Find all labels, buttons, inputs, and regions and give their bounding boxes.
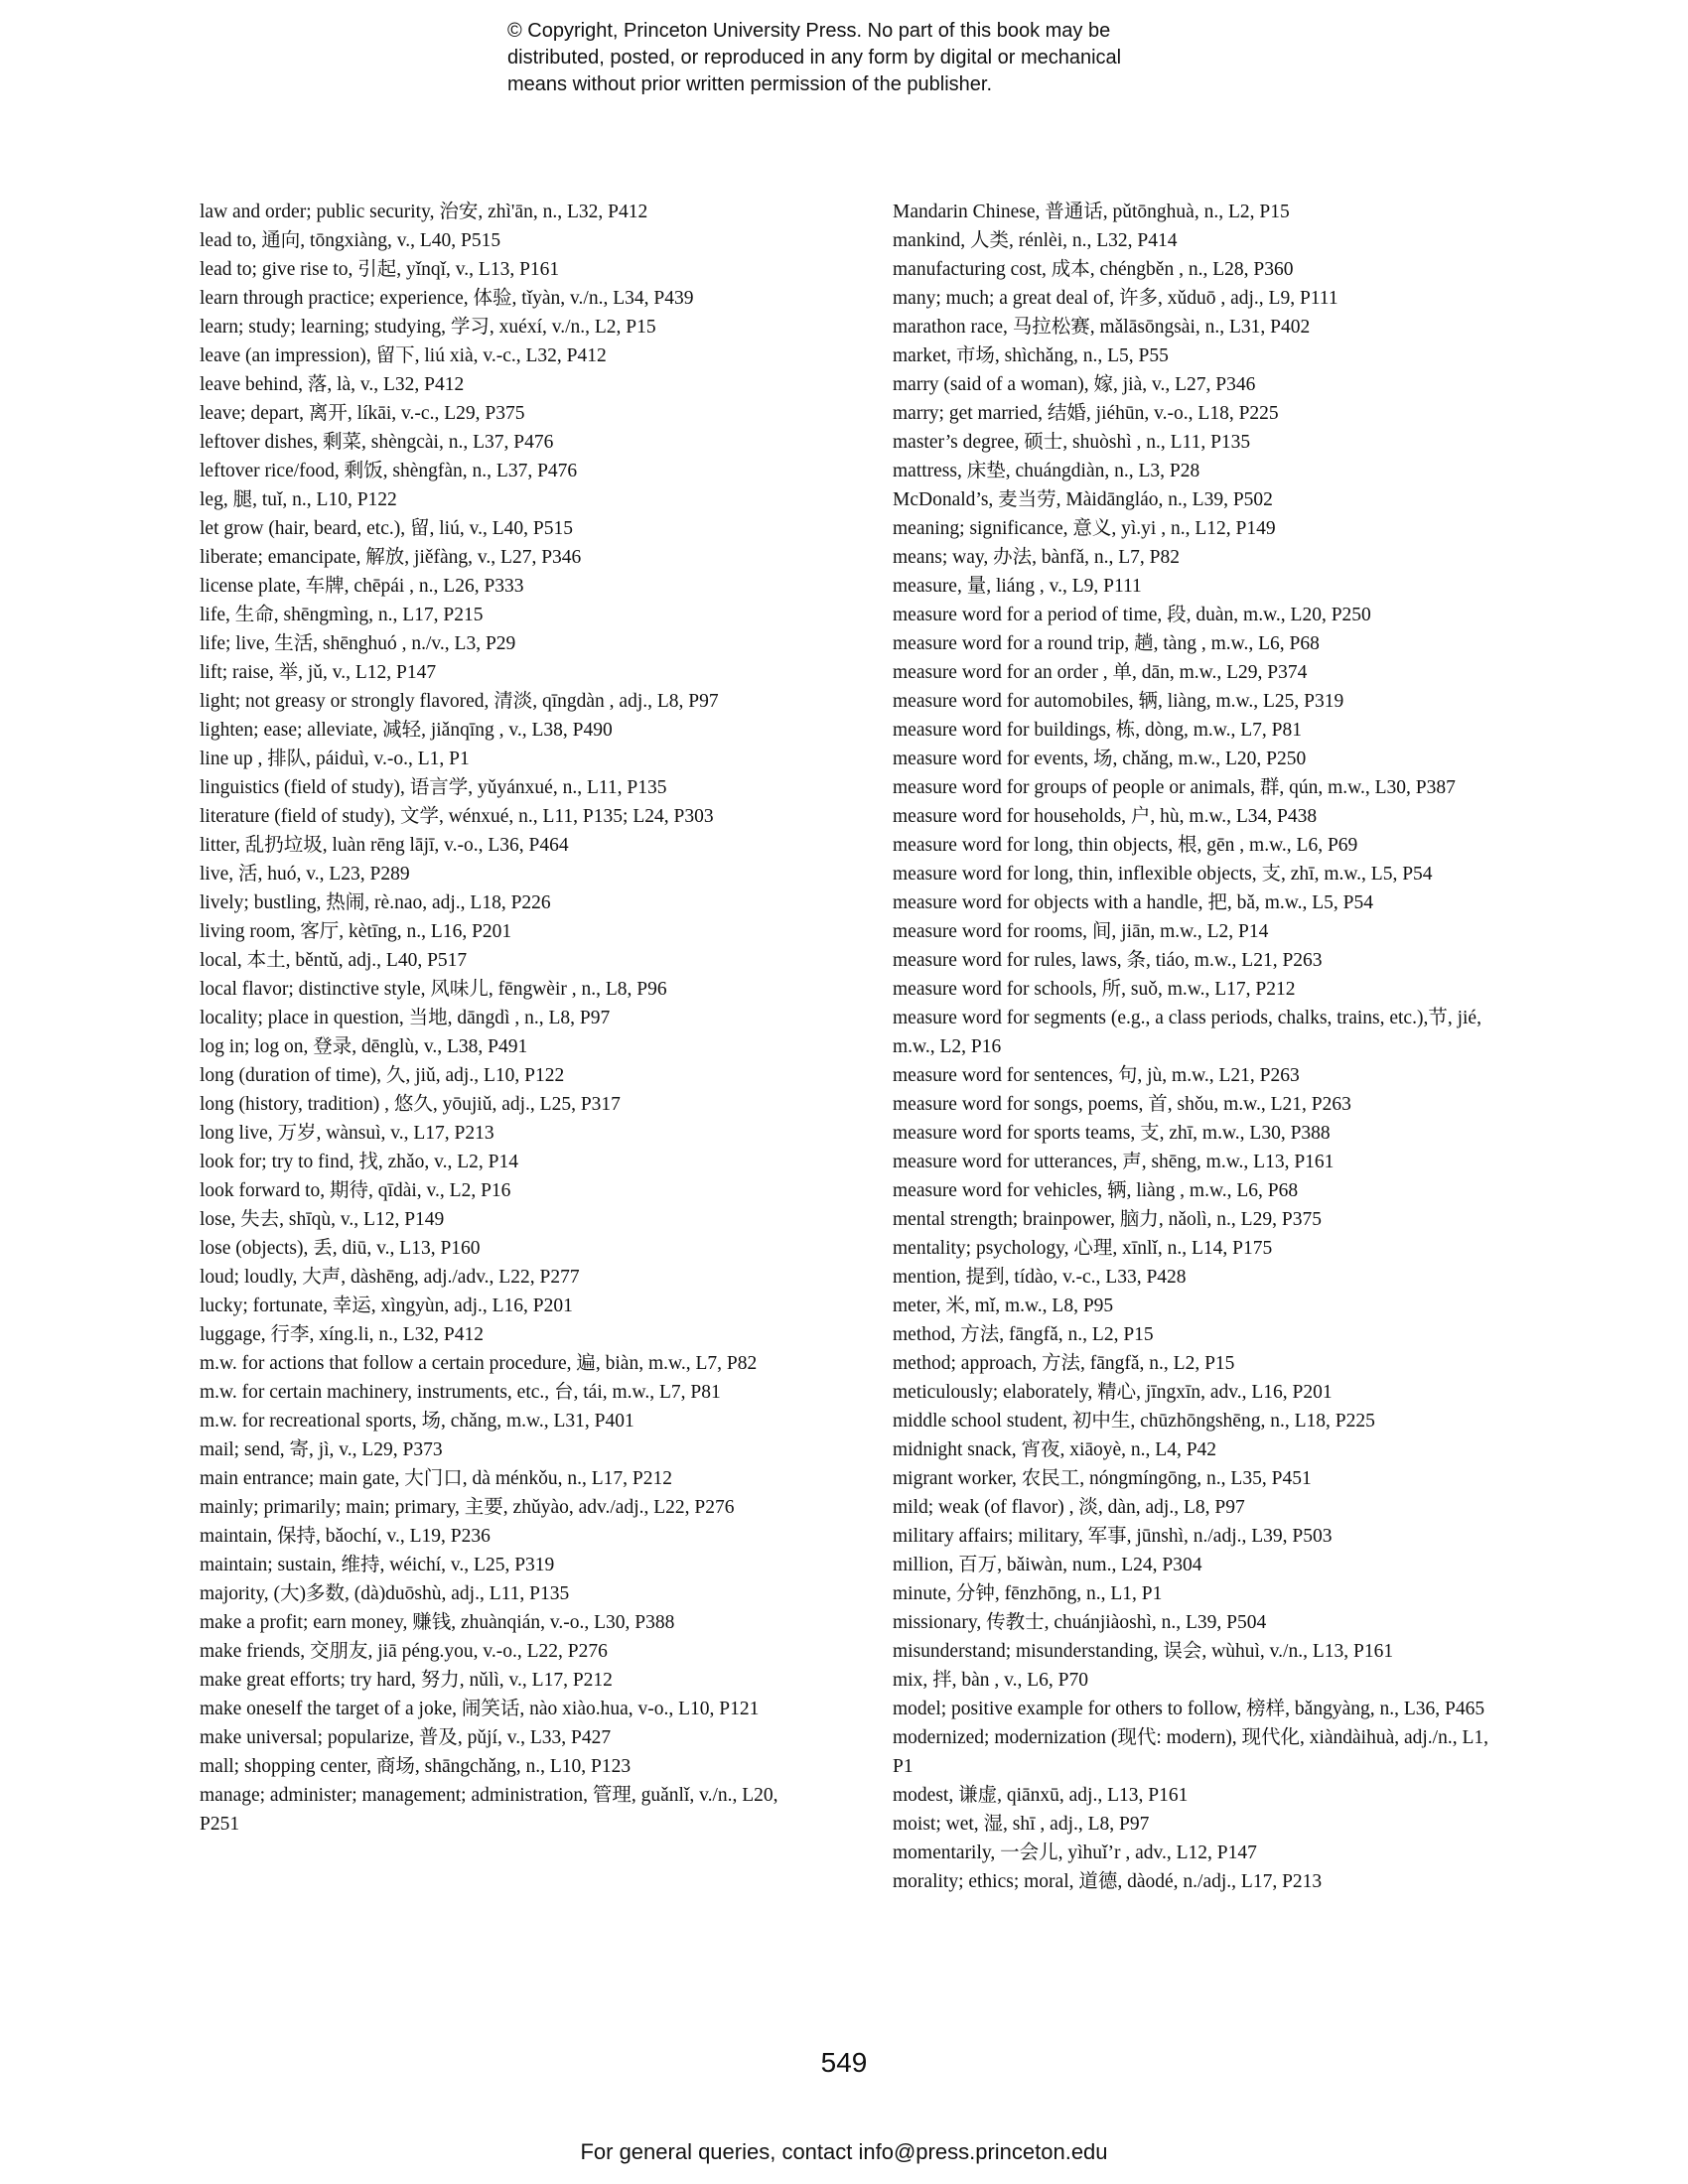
glossary-entry: marry (said of a woman), 嫁, jià, v., L27, P346: [893, 374, 1256, 395]
glossary-entry: measure word for vehicles, 辆, liàng , m.w., L6, P68: [893, 1180, 1299, 1201]
glossary-entry: measure word for long, thin, inflexible objects, 支, zhī, m.w., L5, P54: [893, 864, 1433, 885]
glossary-entry: lead to; give rise to, 引起, yǐnqǐ, v., L13, P161: [200, 259, 560, 280]
glossary-entry: lighten; ease; alleviate, 减轻, jiǎnqīng , v., L38, P490: [200, 720, 613, 741]
glossary-entry: make friends, 交朋友, jiā péng.you, v.-o., L22, P276: [200, 1641, 608, 1662]
glossary-entry: live, 活, huó, v., L23, P289: [200, 864, 410, 885]
glossary-entry: luggage, 行李, xíng.li, n., L32, P412: [200, 1324, 484, 1345]
glossary-entry: measure word for buildings, 栋, dòng, m.w., L7, P81: [893, 720, 1302, 741]
glossary-entry: market, 市场, shìchǎng, n., L5, P55: [893, 345, 1169, 366]
glossary-entry: measure word for groups of people or animals, 群, qún, m.w., L30, P387: [893, 777, 1456, 798]
glossary-entry: local, 本土, běntǔ, adj., L40, P517: [200, 950, 468, 971]
glossary-entry: missionary, 传教士, chuánjiàoshì, n., L39, P504: [893, 1612, 1267, 1633]
glossary-left-column: [200, 198, 785, 1839]
glossary-entry: morality; ethics; moral, 道德, dàodé, n./adj., L17, P213: [893, 1871, 1323, 1892]
glossary-entry: master’s degree, 硕士, shuòshì , n., L11, P135: [893, 432, 1251, 453]
glossary-entry: mix, 拌, bàn , v., L6, P70: [893, 1670, 1088, 1691]
glossary-entry: measure, 量, liáng , v., L9, P111: [893, 576, 1142, 597]
glossary-entry: learn through practice; experience, 体验, tǐyàn, v./n., L34, P439: [200, 288, 694, 309]
glossary-entry: maintain; sustain, 维持, wéichí, v., L25, P319: [200, 1555, 555, 1575]
glossary-entry: modest, 谦虚, qiānxū, adj., L13, P161: [893, 1785, 1189, 1806]
glossary-entry: measure word for automobiles, 辆, liàng, m.w., L25, P319: [893, 691, 1344, 712]
glossary-entry: marry; get married, 结婚, jiéhūn, v.-o., L18, P225: [893, 403, 1279, 424]
glossary-entry: measure word for rooms, 间, jiān, m.w., L2, P14: [893, 921, 1269, 942]
glossary-entry: leftover rice/food, 剩饭, shèngfàn, n., L37, P476: [200, 461, 578, 481]
glossary-entry: life, 生命, shēngmìng, n., L17, P215: [200, 605, 484, 625]
glossary-entry: Mandarin Chinese, 普通话, pǔtōnghuà, n., L2, P15: [893, 202, 1290, 222]
copyright-line: © Copyright, Princeton University Press. No part of this book may be: [507, 20, 1111, 42]
glossary-entry: linguistics (field of study), 语言学, yǔyánxué, n., L11, P135: [200, 777, 667, 798]
glossary-entry: mainly; primarily; main; primary, 主要, zhǔyào, adv./adj., L22, P276: [200, 1497, 735, 1518]
glossary-entry: make a profit; earn money, 赚钱, zhuànqián, v.-o., L30, P388: [200, 1612, 675, 1633]
copyright-notice: [507, 18, 1262, 98]
glossary-entry: license plate, 车牌, chēpái , n., L26, P333: [200, 576, 524, 597]
glossary-entry: leg, 腿, tuǐ, n., L10, P122: [200, 489, 397, 510]
glossary-entry: measure word for an order , 单, dān, m.w., L29, P374: [893, 662, 1308, 683]
glossary-entry: lift; raise, 举, jǔ, v., L12, P147: [200, 662, 437, 683]
footer-contact: For general queries, contact info@press.princeton.edu: [580, 2139, 1108, 2164]
glossary-entry: meticulously; elaborately, 精心, jīngxīn, adv., L16, P201: [893, 1382, 1333, 1403]
glossary-entry: long (duration of time), 久, jiǔ, adj., L10, P122: [200, 1065, 565, 1086]
glossary-entry: learn; study; learning; studying, 学习, xuéxí, v./n., L2, P15: [200, 317, 656, 338]
glossary-entry: line up , 排队, páiduì, v.-o., L1, P1: [200, 749, 470, 769]
glossary-entry: mild; weak (of flavor) , 淡, dàn, adj., L8, P97: [893, 1497, 1245, 1518]
glossary-entry: many; much; a great deal of, 许多, xǔduō , adj., L9, P111: [893, 288, 1338, 309]
glossary-entry: m.w. for actions that follow a certain procedure, 遍, biàn, m.w., L7, P82: [200, 1353, 758, 1374]
glossary-entry: measure word for a round trip, 趟, tàng , m.w., L6, P68: [893, 633, 1320, 654]
glossary-entry: measure word for objects with a handle, 把, bǎ, m.w., L5, P54: [893, 892, 1373, 913]
glossary-entry: measure word for households, 户, hù, m.w., L34, P438: [893, 806, 1318, 827]
glossary-entry: litter, 乱扔垃圾, luàn rēng lājī, v.-o., L36, P464: [200, 835, 569, 856]
glossary-entry: main entrance; main gate, 大门口, dà ménkǒu, n., L17, P212: [200, 1468, 673, 1489]
glossary-entry: leave behind, 落, là, v., L32, P412: [200, 374, 465, 395]
glossary-entry: method; approach, 方法, fāngfǎ, n., L2, P15: [893, 1353, 1235, 1374]
glossary-entry: look for; try to find, 找, zhǎo, v., L2, P14: [200, 1152, 518, 1172]
glossary-entry: measure word for schools, 所, suǒ, m.w., L17, P212: [893, 979, 1296, 1000]
glossary-entry: majority, (大)多数, (dà)duōshù, adj., L11, P135: [200, 1583, 570, 1604]
glossary-entry: measure word for sentences, 句, jù, m.w., L21, P263: [893, 1065, 1300, 1086]
page-number: 549: [820, 2047, 868, 2078]
glossary-entry: midnight snack, 宵夜, xiāoyè, n., L4, P42: [893, 1439, 1217, 1460]
glossary-entry: look forward to, 期待, qīdài, v., L2, P16: [200, 1180, 511, 1201]
glossary-entry: lead to, 通向, tōngxiàng, v., L40, P515: [200, 230, 501, 251]
copyright-line: distributed, posted, or reproduced in any form by digital or mechanical: [507, 47, 1122, 68]
glossary-entry: long (history, tradition) , 悠久, yōujiǔ, adj., L25, P317: [200, 1094, 621, 1115]
glossary-entry: local flavor; distinctive style, 风味儿, fēngwèir , n., L8, P96: [200, 979, 667, 1000]
glossary-entry: living room, 客厅, kètīng, n., L16, P201: [200, 921, 512, 942]
glossary-entry: leave; depart, 离开, líkāi, v.-c., L29, P375: [200, 403, 525, 424]
glossary-right-column: [893, 198, 1488, 1896]
glossary-entry: law and order; public security, 治安, zhì'ān, n., L32, P412: [200, 202, 648, 222]
glossary-entry: mental strength; brainpower, 脑力, nǎolì, n., L29, P375: [893, 1209, 1322, 1230]
glossary-entry: measure word for utterances, 声, shēng, m.w., L13, P161: [893, 1152, 1335, 1172]
glossary-entry: mail; send, 寄, jì, v., L29, P373: [200, 1439, 443, 1460]
glossary-entry: manufacturing cost, 成本, chéngběn , n., L28, P360: [893, 259, 1294, 280]
glossary-entry: let grow (hair, beard, etc.), 留, liú, v., L40, P515: [200, 518, 573, 539]
glossary-entry: measure word for rules, laws, 条, tiáo, m.w., L21, P263: [893, 950, 1323, 971]
glossary-entry: measure word for long, thin objects, 根, gēn , m.w., L6, P69: [893, 835, 1358, 856]
copyright-line: means without prior written permission of the publisher.: [507, 73, 993, 95]
glossary-entry: long live, 万岁, wànsuì, v., L17, P213: [200, 1123, 494, 1144]
glossary-entry: liberate; emancipate, 解放, jiěfàng, v., L27, P346: [200, 547, 582, 568]
glossary-entry: military affairs; military, 军事, jūnshì, n./adj., L39, P503: [893, 1526, 1333, 1547]
glossary-entry: meaning; significance, 意义, yì.yi , n., L12, P149: [893, 518, 1276, 539]
glossary-entry: light; not greasy or strongly flavored, 清淡, qīngdàn , adj., L8, P97: [200, 691, 719, 712]
glossary-entry: marathon race, 马拉松赛, mǎlāsōngsài, n., L31, P402: [893, 317, 1311, 338]
glossary-entry: lively; bustling, 热闹, rè.nao, adj., L18, P226: [200, 892, 551, 913]
glossary-entry: measure word for sports teams, 支, zhī, m.w., L30, P388: [893, 1123, 1331, 1144]
glossary-entry: loud; loudly, 大声, dàshēng, adj./adv., L22, P277: [200, 1267, 580, 1288]
glossary-entry: mattress, 床垫, chuángdiàn, n., L3, P28: [893, 461, 1200, 481]
glossary-entry: measure word for segments (e.g., a class periods, chalks, trains, etc.),节, jié, m.w., L2, P16: [893, 1008, 1481, 1057]
glossary-entry: mall; shopping center, 商场, shāngchǎng, n., L10, P123: [200, 1756, 632, 1777]
glossary-entry: misunderstand; misunderstanding, 误会, wùhuì, v./n., L13, P161: [893, 1641, 1394, 1662]
glossary-entry: measure word for a period of time, 段, duàn, m.w., L20, P250: [893, 605, 1371, 625]
glossary-entry: mention, 提到, tídào, v.-c., L33, P428: [893, 1267, 1187, 1288]
glossary-entry: locality; place in question, 当地, dāngdì , n., L8, P97: [200, 1008, 611, 1028]
glossary-entry: method, 方法, fāngfǎ, n., L2, P15: [893, 1324, 1154, 1345]
glossary-entry: means; way, 办法, bànfǎ, n., L7, P82: [893, 547, 1181, 568]
glossary-entry: make great efforts; try hard, 努力, nǔlì, v., L17, P212: [200, 1670, 613, 1691]
glossary-entry: mankind, 人类, rénlèi, n., L32, P414: [893, 230, 1178, 251]
glossary-entry: make oneself the target of a joke, 闹笑话, nào xiào.hua, v-o., L10, P121: [200, 1699, 760, 1719]
glossary-entry: m.w. for recreational sports, 场, chǎng, m.w., L31, P401: [200, 1411, 634, 1432]
glossary-entry: million, 百万, bǎiwàn, num., L24, P304: [893, 1555, 1202, 1575]
glossary-entry: m.w. for certain machinery, instruments, etc., 台, tái, m.w., L7, P81: [200, 1382, 721, 1403]
glossary-entry: measure word for events, 场, chǎng, m.w., L20, P250: [893, 749, 1307, 769]
glossary-entry: momentarily, 一会儿, yìhuǐ’r , adv., L12, P147: [893, 1843, 1257, 1863]
glossary-entry: make universal; popularize, 普及, pǔjí, v., L33, P427: [200, 1727, 612, 1748]
glossary-entry: manage; administer; management; administration, 管理, guǎnlǐ, v./n., L20, P251: [200, 1785, 778, 1835]
glossary-entry: modernized; modernization (现代: modern), 现代化, xiàndàihuà, adj./n., L1, P1: [893, 1727, 1489, 1777]
glossary-entry: lucky; fortunate, 幸运, xìngyùn, adj., L16, P201: [200, 1296, 573, 1316]
glossary-entry: leave (an impression), 留下, liú xià, v.-c., L32, P412: [200, 345, 607, 366]
glossary-entry: leftover dishes, 剩菜, shèngcài, n., L37, P476: [200, 432, 554, 453]
glossary-entry: meter, 米, mǐ, m.w., L8, P95: [893, 1296, 1114, 1316]
glossary-entry: lose, 失去, shīqù, v., L12, P149: [200, 1209, 445, 1230]
glossary-entry: life; live, 生活, shēnghuó , n./v., L3, P29: [200, 633, 516, 654]
glossary-entry: measure word for songs, poems, 首, shǒu, m.w., L21, P263: [893, 1094, 1351, 1115]
glossary-entry: literature (field of study), 文学, wénxué, n., L11, P135; L24, P303: [200, 806, 714, 827]
glossary-entry: model; positive example for others to follow, 榜样, bǎngyàng, n., L36, P465: [893, 1699, 1485, 1719]
glossary-entry: moist; wet, 湿, shī , adj., L8, P97: [893, 1814, 1150, 1835]
glossary-entry: maintain, 保持, bǎochí, v., L19, P236: [200, 1526, 491, 1547]
glossary-entry: minute, 分钟, fēnzhōng, n., L1, P1: [893, 1583, 1163, 1604]
glossary-entry: migrant worker, 农民工, nóngmíngōng, n., L35, P451: [893, 1468, 1312, 1489]
glossary-entry: middle school student, 初中生, chūzhōngshēng, n., L18, P225: [893, 1411, 1375, 1432]
glossary-entry: mentality; psychology, 心理, xīnlǐ, n., L14, P175: [893, 1238, 1273, 1259]
glossary-entry: McDonald’s, 麦当劳, Màidāngláo, n., L39, P502: [893, 489, 1273, 510]
glossary-entry: lose (objects), 丢, diū, v., L13, P160: [200, 1238, 481, 1259]
glossary-entry: log in; log on, 登录, dēnglù, v., L38, P491: [200, 1036, 528, 1057]
